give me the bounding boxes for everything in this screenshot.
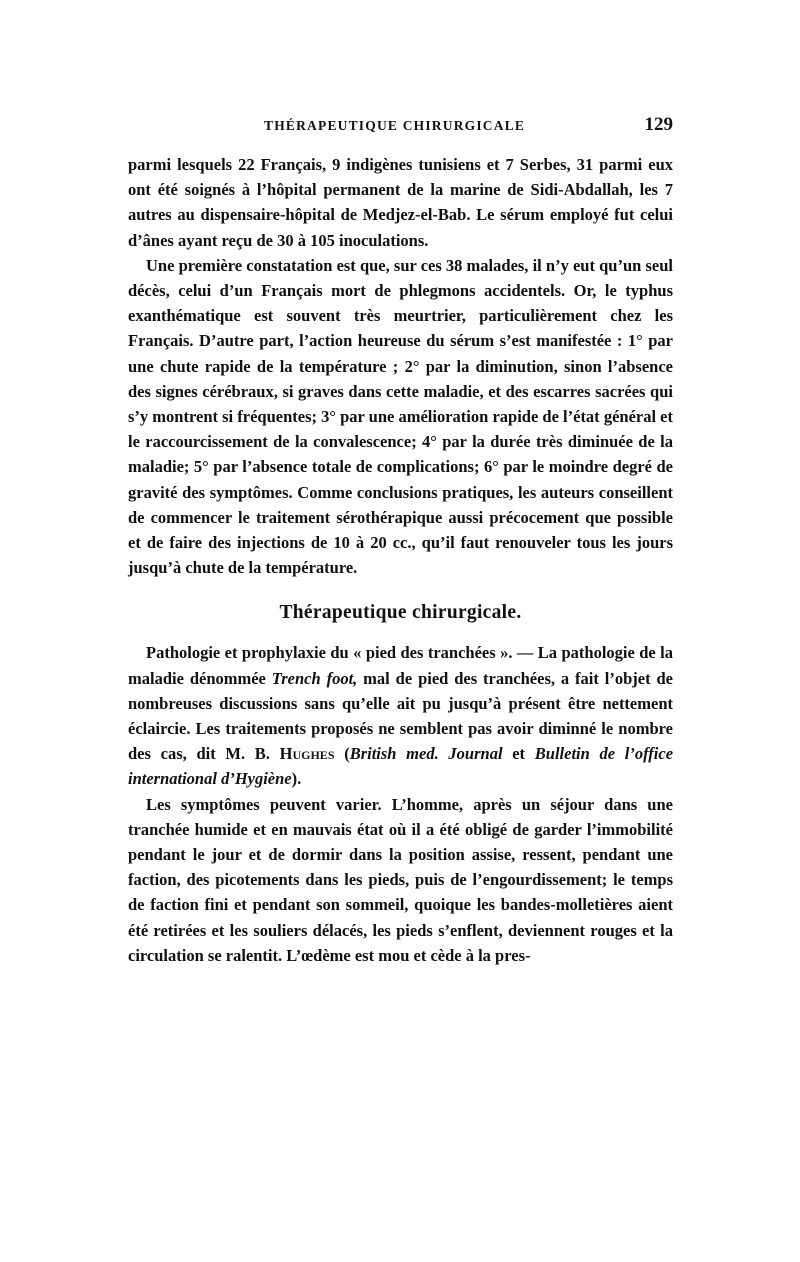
section-title: Thérapeutique chirurgicale. (279, 602, 522, 624)
running-head: THÉRAPEUTIQUE CHIRURGICALE (264, 118, 526, 133)
bulletin-title: Bulletin de l’office international d’Hygiène (128, 744, 674, 789)
paragraph-trench-foot (128, 640, 673, 791)
author-name: Hughes (279, 744, 335, 764)
trench-foot-text-c: mal de pied des tranchées, a fait l’objet de nombreuses discussions sans qu’elle ait pu jusqu’à présent être nettement éclaircie. Les traitements proposés ne semblent pas avoir diminné le nombre des cas, dit M. B. (128, 668, 673, 764)
trench-foot-text-i: ). (291, 769, 302, 789)
paragraph-serum-results: parmi lesquels 22 Français, 9 indigènes tunisiens et 7 Serbes, 31 parmi eux ont été soignés à l’hôpital permanent de la marine de Sidi-Abdallah, les 7 autres au dispensaire-hôpital de Medjez-el-Bab. Le sérum employé fut celui d’ânes ayant reçu de 30 à 105 inoculations. (128, 155, 673, 250)
trench-foot-text-a: Pathologie et prophylaxie du « pied des tranchées ». — La pathologie de la maladie dénommée (128, 643, 673, 688)
trench-foot-term: Trench foot, (271, 668, 358, 688)
page-number: 129 (644, 114, 673, 135)
journal-title: British med. Journal (349, 744, 503, 764)
trench-foot-text-e: ( (334, 744, 350, 764)
paragraph-symptoms: Les symptômes peuvent varier. L’homme, après un séjour dans une tranchée humide et en mauvais état où il a été obligé de garder l’immobilité pendant le jour et de dormir dans la position assise, ressent, pendant une faction, des picotements dans les pieds, puis de l’engourdissement; le temps de faction fini et pendant son sommeil, quoique les bandes-molletières aient été retirées et les souliers délacés, les pieds s’enflent, deviennent rouges et la circulation se ralentit. L’œdème est mou et cède à la pres- (128, 794, 673, 965)
page-header (128, 116, 673, 140)
paragraph-observations: Une première constatation est que, sur ces 38 malades, il n’y eut qu’un seul décès, celui d’un Français mort de phlegmons accidentels. Or, le typhus exanthématique est souvent très meurtrier, particulièrement chez les Français. D’autre part, l’action heureuse du sérum s’est manifestée : 1° par une chute rapide de la température ; 2° par la diminution, sinon l’absence des signes cérébraux, si graves dans cette maladie, et des escarres sacrées qui s’y montrent si fréquentes; 3° par une amélioration rapide de l’état général et le raccourcissement de la convalescence; 4° par la durée très diminuée de la maladie; 5° par l’absence totale de complications; 6° par le moindre degré de gravité des symptômes. Comme conclusions pratiques, les auteurs conseillent de commencer le traitement sérothérapique aussi précocement que possible et de faire des injections de 10 à 20 cc., qu’il faut renouveler tous les jours jusqu’à chute de la température. (128, 255, 673, 578)
trench-foot-text-g: et (502, 744, 535, 764)
body-text (128, 152, 673, 968)
